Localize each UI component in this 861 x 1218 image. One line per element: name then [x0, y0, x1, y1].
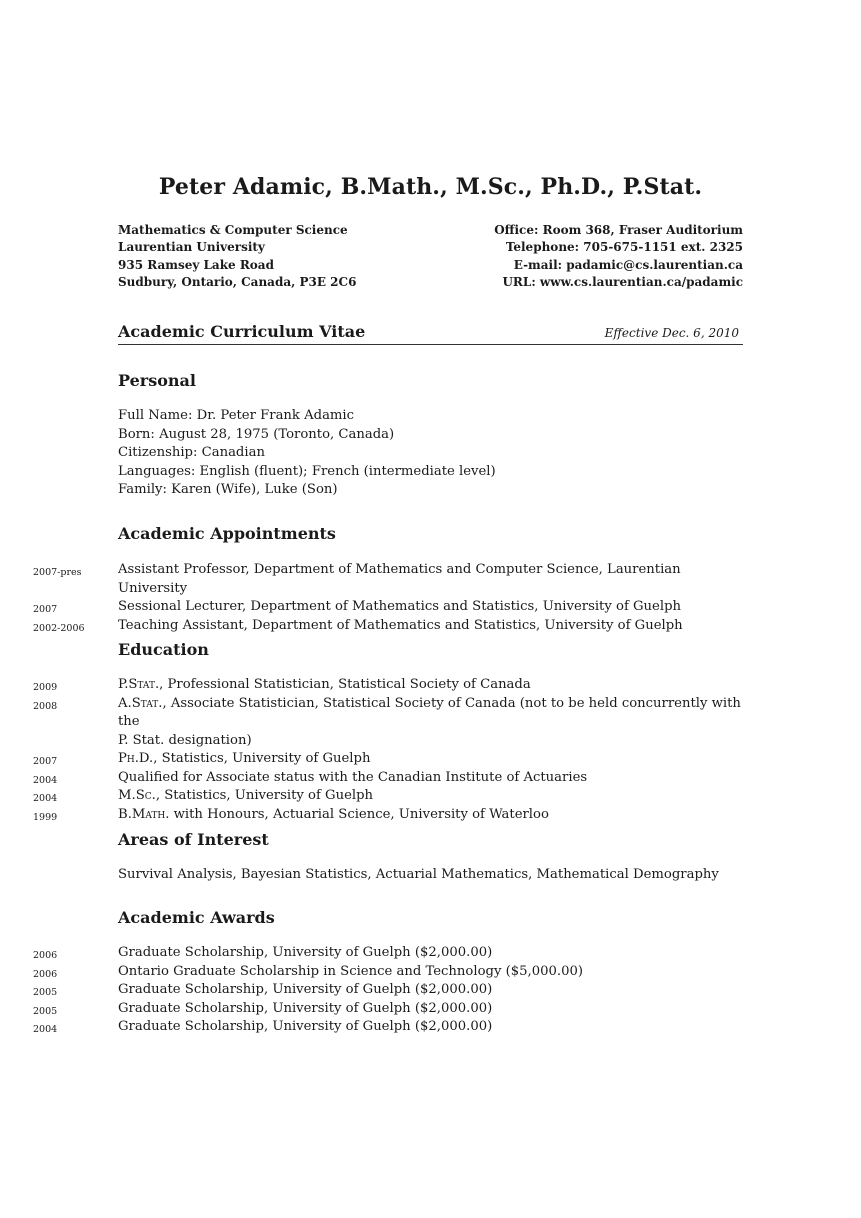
- list-item: [33, 981, 748, 1000]
- personal-line: Citizenship: Canadian: [118, 445, 265, 460]
- item-year: 2006: [33, 968, 58, 980]
- url-line[interactable]: URL: www.cs.laurentian.ca/padamic: [502, 274, 743, 289]
- contact-block: [494, 222, 743, 291]
- list-item: [33, 695, 748, 732]
- item-text: , Statistics, University of Guelph: [153, 751, 371, 766]
- cv-title: Academic Curriculum Vitae: [118, 322, 366, 341]
- item-text: Graduate Scholarship, University of Guelph ($2,000.00): [118, 982, 493, 997]
- email-line[interactable]: E-mail: padamic@cs.laurentian.ca: [513, 257, 743, 272]
- item-text: Qualified for Associate status with the Canadian Institute of Actuaries: [118, 769, 588, 785]
- item-text: Graduate Scholarship, University of Guelph ($2,000.00): [118, 1019, 493, 1034]
- section-title-education: Education: [118, 640, 209, 659]
- item-text: Teaching Assistant, Department of Mathematics and Statistics, University of Guelph: [118, 617, 683, 633]
- cv-header: [118, 322, 743, 345]
- address-line: 935 Ramsey Lake Road: [118, 257, 274, 272]
- list-item: [33, 806, 748, 825]
- item-year: 1999: [33, 811, 58, 823]
- degree-name: A.Stat.: [118, 695, 163, 711]
- list-item-continuation: P. Stat. designation): [118, 732, 252, 748]
- item-year: 2005: [33, 987, 58, 998]
- item-text: Ontario Graduate Scholarship in Science and Technology ($5,000.00): [118, 963, 584, 979]
- author-name: Peter Adamic, B.Math., M.Sc., Ph.D., P.Stat.: [158, 174, 703, 200]
- item-year: 2006: [33, 950, 58, 961]
- list-item: [33, 617, 748, 636]
- office-line: Office: Room 368, Fraser Auditorium: [494, 223, 743, 237]
- appointments-list: [33, 561, 748, 635]
- personal-line: Full Name: Dr. Peter Frank Adamic: [118, 408, 355, 423]
- interests-text: Survival Analysis, Bayesian Statistics, Actuarial Mathematics, Mathematical Demography: [118, 867, 719, 882]
- degree-name: P.Stat.: [118, 677, 160, 692]
- list-item: [33, 769, 748, 788]
- item-text: Graduate Scholarship, University of Guelph ($2,000.00): [118, 945, 493, 960]
- item-year: 2004: [33, 793, 58, 804]
- effective-date: Effective Dec. 6, 2010: [604, 326, 739, 340]
- list-item: [33, 1000, 748, 1019]
- item-year: 2004: [33, 1024, 58, 1035]
- item-text: Graduate Scholarship, University of Guelph ($2,000.00): [118, 1000, 493, 1016]
- item-text: Assistant Professor, Department of Mathematics and Computer Science, Laurentian University: [118, 562, 681, 596]
- list-item: [33, 963, 748, 982]
- section-title-personal: Personal: [118, 371, 196, 390]
- list-item: [33, 561, 748, 598]
- education-list: [33, 676, 748, 824]
- address-line: Mathematics & Computer Science: [118, 223, 348, 237]
- section-title-appointments: Academic Appointments: [118, 524, 336, 543]
- telephone-line: Telephone: 705-675-1151 ext. 2325: [505, 240, 743, 255]
- address-line: Sudbury, Ontario, Canada, P3E 2C6: [118, 274, 357, 289]
- personal-list: [118, 407, 748, 500]
- item-year: 2002-2006: [33, 622, 85, 634]
- item-year: 2007-pres: [33, 567, 82, 578]
- list-item: [33, 1018, 748, 1037]
- item-year: 2007: [33, 756, 58, 767]
- list-item: [33, 676, 748, 695]
- item-text: Sessional Lecturer, Department of Mathematics and Statistics, University of Guelph: [118, 599, 681, 614]
- item-year: 2009: [33, 682, 58, 693]
- list-item: [33, 598, 748, 617]
- list-item: [33, 787, 748, 806]
- degree-name: Ph.D.: [118, 751, 154, 766]
- list-item: [33, 944, 748, 963]
- personal-line: Born: August 28, 1975 (Toronto, Canada): [118, 426, 395, 442]
- item-text: , Associate Statistician, Statistical Society of Canada (not to be held concurrently with the: [118, 695, 741, 729]
- personal-line: Languages: English (fluent); French (intermediate level): [118, 463, 496, 479]
- address-line: Laurentian University: [118, 240, 265, 255]
- item-text: , Statistics, University of Guelph: [155, 788, 374, 803]
- item-year: 2004: [33, 774, 58, 786]
- degree-name: B.Math.: [118, 806, 170, 822]
- section-title-interests: Areas of Interest: [118, 830, 269, 849]
- item-text: , Professional Statistician, Statistical Society of Canada: [159, 677, 531, 692]
- list-item: [33, 750, 748, 769]
- item-year: 2008: [33, 700, 58, 712]
- interests-text-block: [118, 866, 748, 885]
- personal-line: Family: Karen (Wife), Luke (Son): [118, 482, 338, 497]
- item-year: 2007: [33, 604, 58, 615]
- awards-list: [33, 944, 748, 1037]
- address-block: [118, 222, 356, 291]
- section-title-awards: Academic Awards: [118, 908, 275, 927]
- item-year: 2005: [33, 1005, 58, 1017]
- item-text: with Honours, Actuarial Science, University of Waterloo: [169, 806, 549, 822]
- degree-name: M.Sc.: [118, 788, 156, 803]
